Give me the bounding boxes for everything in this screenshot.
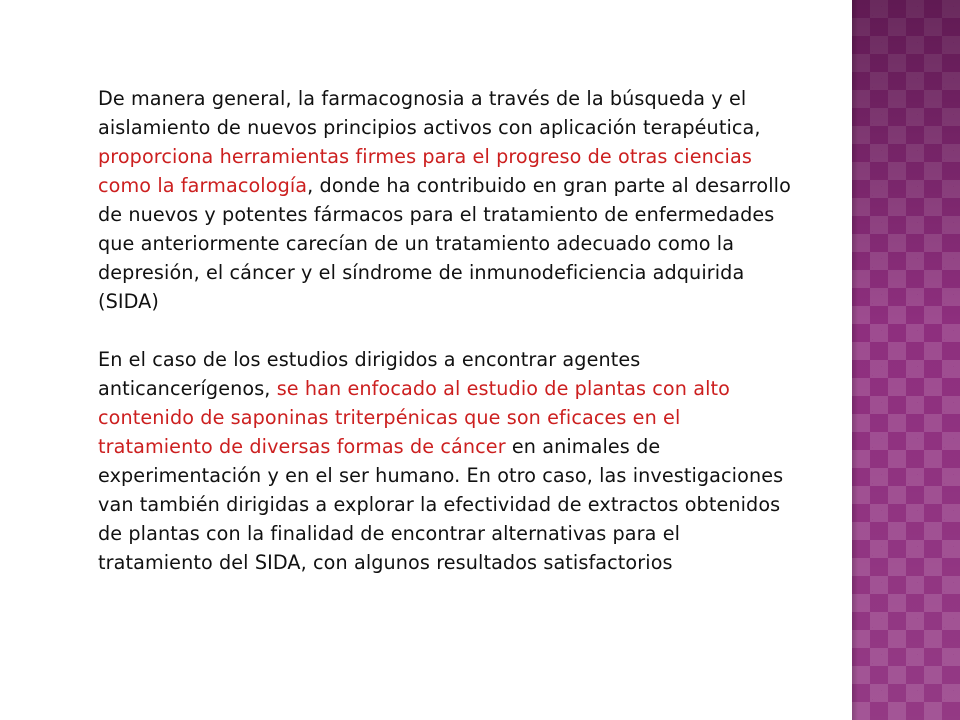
- paragraph-1: [98, 84, 798, 316]
- paragraph-2-highlight: se han enfocado al estudio de plantas con alto contenido de saponinas triterpénicas que son eficaces en el tratamiento de diversas formas de cáncer: [98, 377, 730, 458]
- paragraph-1-text: De manera general, la farmacognosia a través de la búsqueda y el aislamiento de nuevos principios activos con aplicación terapéutica,: [98, 87, 761, 139]
- paragraph-2: [98, 345, 798, 577]
- paragraph-1-text-end: , donde ha contribuido en gran parte al desarrollo de nuevos y potentes fármacos para el tratamiento de enfermedades que anteriormente carecían de un tratamiento adecuado como la depresión, el cáncer y el síndrome de inmunodeficiencia adquirida (SIDA): [98, 174, 791, 313]
- paragraph-2-text: En el caso de los estudios dirigidos a encontrar agentes anticancerígenos,: [98, 348, 641, 400]
- side-panel-shadow: [852, 0, 858, 720]
- decorative-side-panel: [852, 0, 960, 720]
- paragraph-1-highlight: proporciona herramientas firmes para el progreso de otras ciencias como la farmacología: [98, 145, 752, 197]
- paragraph-2-text-end: en animales de experimentación y en el ser humano. En otro caso, las investigaciones van también dirigidas a explorar la efectividad de extractos obtenidos de plantas con la finalidad de encontrar alternativas para el tratamiento del SIDA, con algunos resultados satisfactorios: [98, 435, 784, 574]
- slide-body: [98, 84, 798, 606]
